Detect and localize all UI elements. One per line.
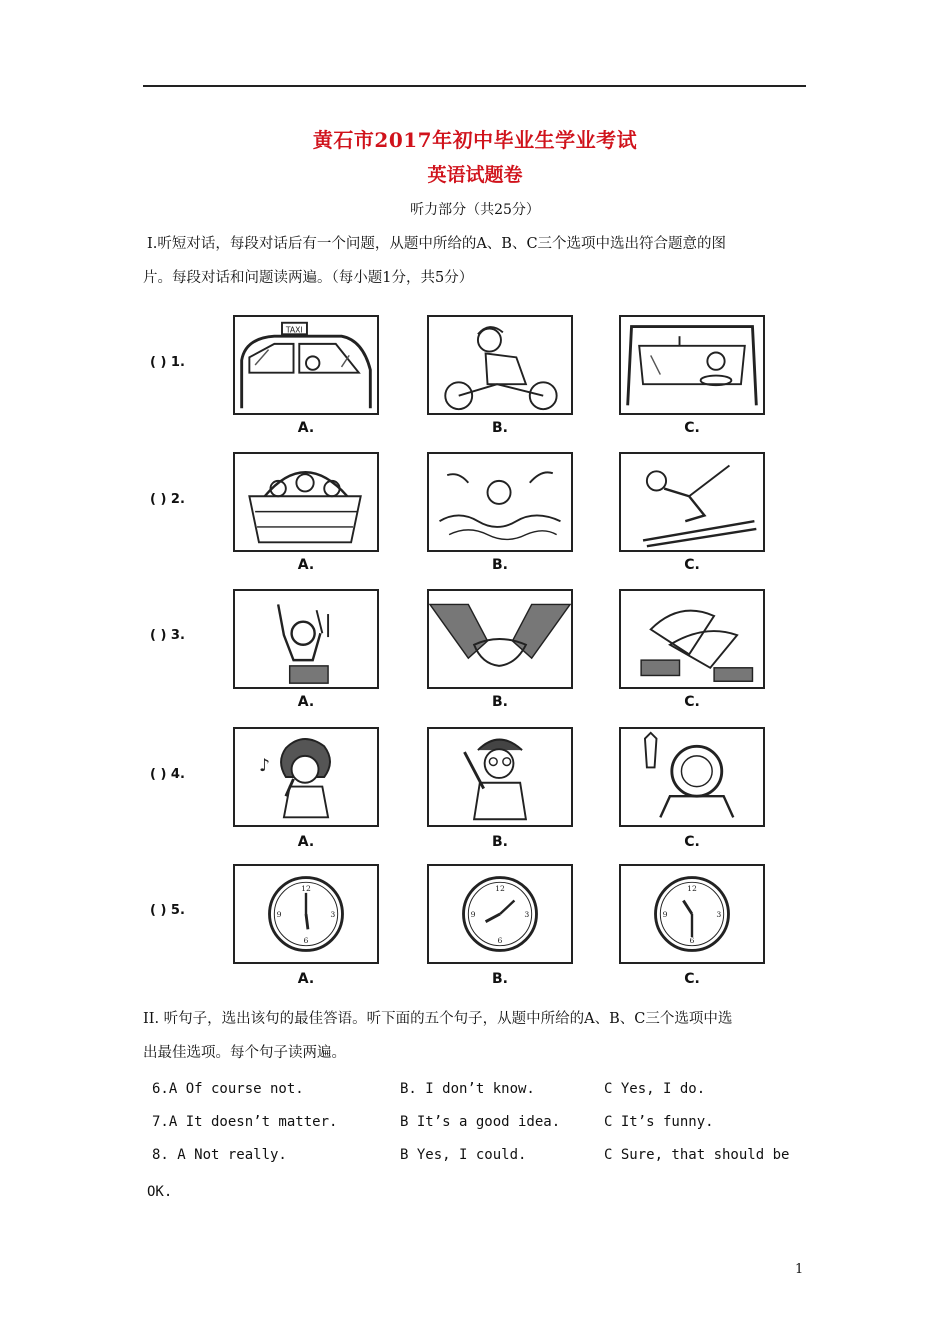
- q2-option-c-label: C.: [684, 557, 700, 573]
- clock-icon: [235, 866, 377, 962]
- q4-option-b-picture[interactable]: [427, 727, 573, 827]
- header-rule: [143, 85, 806, 87]
- q5-option-a-label: A.: [297, 971, 315, 987]
- q4-option-a-picture[interactable]: [233, 727, 379, 827]
- svg-text:TAXI: TAXI: [285, 325, 303, 335]
- singer-icon: [235, 729, 377, 825]
- part2-instruction-line1: II. 听句子，选出该句的最佳答语。听下面的五个句子，从题中所给的A、B、C三个选项中选: [143, 1011, 733, 1027]
- q4-option-b-label: B.: [492, 834, 508, 850]
- astronaut-icon: [621, 729, 763, 825]
- svg-text:3: 3: [716, 909, 722, 919]
- doctor-icon: [429, 729, 571, 825]
- exam-title: 黄石市2017年初中毕业生学业考试: [312, 128, 638, 152]
- svg-text:3: 3: [524, 909, 530, 919]
- svg-text:♪: ♪: [258, 756, 270, 777]
- svg-text:9: 9: [276, 909, 282, 919]
- item-8-option-c: C Sure, that should be: [604, 1147, 790, 1163]
- question-4-label: ( ) 4.: [150, 767, 185, 782]
- q4-option-c-picture[interactable]: [619, 727, 765, 827]
- question-1-label: ( ) 1.: [150, 355, 185, 370]
- q1-option-b-label: B.: [492, 420, 508, 436]
- car-driver-icon: [621, 317, 763, 413]
- handshake-icon: [429, 591, 571, 687]
- q5-option-a-picture[interactable]: [233, 864, 379, 964]
- q1-option-c-label: C.: [684, 420, 700, 436]
- q2-option-c-picture[interactable]: [619, 452, 765, 552]
- item-7-option-a: 7.A It doesn’t matter.: [152, 1114, 338, 1130]
- svg-text:6: 6: [689, 935, 695, 945]
- page-number: 1: [795, 1262, 804, 1277]
- q2-option-b-picture[interactable]: [427, 452, 573, 552]
- q4-option-c-label: C.: [684, 834, 700, 850]
- question-5-label: ( ) 5.: [150, 903, 185, 918]
- item-6-option-c: C Yes, I do.: [604, 1081, 706, 1097]
- q3-option-b-label: B.: [492, 694, 508, 710]
- q3-option-a-label: A.: [297, 694, 315, 710]
- q2-option-a-picture[interactable]: [233, 452, 379, 552]
- clapping-icon: [621, 591, 763, 687]
- q1-option-a-picture[interactable]: [233, 315, 379, 415]
- q5-option-c-picture[interactable]: [619, 864, 765, 964]
- svg-text:12: 12: [687, 883, 697, 893]
- skier-icon: [621, 454, 763, 550]
- item-6-option-b: B. I don’t know.: [400, 1081, 535, 1097]
- item-8-option-a: 8. A Not really.: [152, 1147, 287, 1163]
- section-heading: 听力部分（共25分）: [410, 202, 540, 218]
- item-7-option-b: B It’s a good idea.: [400, 1114, 561, 1130]
- svg-text:6: 6: [303, 935, 309, 945]
- q1-option-b-picture[interactable]: [427, 315, 573, 415]
- clock-icon: [429, 866, 571, 962]
- q3-option-c-label: C.: [684, 694, 700, 710]
- q1-option-a-label: A.: [297, 420, 315, 436]
- taxi-icon: [235, 317, 377, 413]
- exam-subtitle: 英语试题卷: [427, 164, 523, 186]
- part2-instruction-line2: 出最佳选项。每个句子读两遍。: [143, 1045, 346, 1061]
- item-8-option-b: B Yes, I could.: [400, 1147, 527, 1163]
- question-3-label: ( ) 3.: [150, 628, 185, 643]
- clock-icon: [621, 866, 763, 962]
- q5-option-b-picture[interactable]: [427, 864, 573, 964]
- svg-text:3: 3: [330, 909, 336, 919]
- q1-option-c-picture[interactable]: [619, 315, 765, 415]
- svg-text:9: 9: [662, 909, 668, 919]
- bicycle-icon: [429, 317, 571, 413]
- part2-instructions: [143, 1002, 808, 1070]
- svg-text:6: 6: [497, 935, 503, 945]
- part1-instructions: [143, 227, 808, 295]
- svg-text:12: 12: [301, 883, 311, 893]
- item-7-option-c: C It’s funny.: [604, 1114, 714, 1130]
- part1-instruction-line1: Ⅰ.听短对话，每段对话后有一个问题，从题中所给的A、B、C三个选项中选出符合题意的图: [147, 236, 727, 252]
- item-6-option-a: 6.A Of course not.: [152, 1081, 304, 1097]
- part1-instruction-line2: 片。每段对话和问题读两遍。（每小题1分，共5分）: [143, 270, 474, 286]
- question-2-label: ( ) 2.: [150, 492, 185, 507]
- item-8-continuation: OK.: [147, 1184, 173, 1200]
- q3-option-b-picture[interactable]: [427, 589, 573, 689]
- q5-option-b-label: B.: [492, 971, 508, 987]
- ok-hand-icon: [235, 591, 377, 687]
- q2-option-a-label: A.: [297, 557, 315, 573]
- q3-option-c-picture[interactable]: [619, 589, 765, 689]
- q3-option-a-picture[interactable]: [233, 589, 379, 689]
- q4-option-a-label: A.: [297, 834, 315, 850]
- svg-text:9: 9: [470, 909, 476, 919]
- basket-icon: [235, 454, 377, 550]
- svg-text:12: 12: [495, 883, 505, 893]
- q5-option-c-label: C.: [684, 971, 700, 987]
- q2-option-b-label: B.: [492, 557, 508, 573]
- swimmer-icon: [429, 454, 571, 550]
